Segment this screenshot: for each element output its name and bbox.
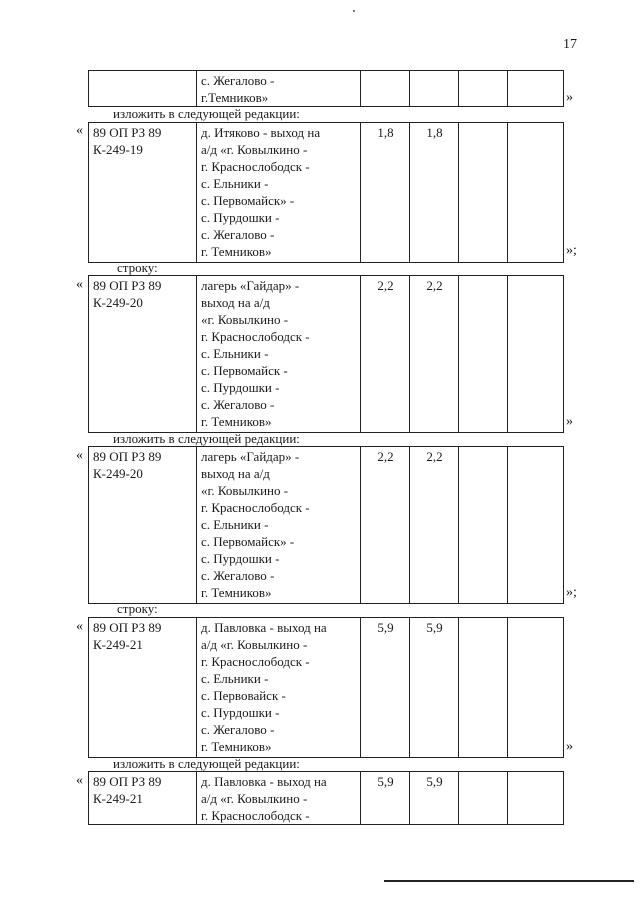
closing-quote: » (566, 414, 573, 429)
footer-rule (384, 880, 634, 882)
caption-row: строку: (117, 260, 158, 275)
road-code-line: 89 ОП РЗ 89 (93, 125, 162, 140)
road-code-line: 89 ОП РЗ 89 (93, 620, 162, 635)
route-line: г. Темников» (201, 414, 272, 429)
opening-quote: « (76, 123, 83, 138)
value-cell: 5,9 (361, 618, 410, 758)
value-cell (361, 71, 410, 107)
route-line: выход на а/д (201, 466, 270, 481)
empty-cell (459, 71, 508, 107)
route-line: а/д «г. Ковылкино - (201, 142, 308, 157)
route-line: г. Краснослободск - (201, 159, 310, 174)
closing-quote: »; (566, 585, 577, 600)
empty-cell (459, 447, 508, 604)
route-line: г.Темников» (201, 90, 269, 105)
route-line: с. Жегалово - (201, 227, 275, 242)
caption-row: строку: (117, 601, 158, 616)
route-line: «г. Ковылкино - (201, 483, 289, 498)
route-line: д. Итяково - выход на (201, 125, 321, 140)
route-line: г. Краснослободск - (201, 808, 310, 823)
page-number: 17 (563, 37, 577, 52)
value-cell: 5,9 (410, 772, 459, 825)
empty-cell (459, 123, 508, 263)
road-code-line: 89 ОП РЗ 89 (93, 449, 162, 464)
empty-cell (459, 276, 508, 433)
value-cell: 2,2 (410, 276, 459, 433)
road-table-1 (88, 122, 564, 263)
caption-present: изложить в следующей редакции: (113, 431, 300, 446)
route-line: с. Ельники - (201, 346, 269, 361)
closing-quote: »; (566, 243, 577, 258)
road-table-5 (88, 771, 564, 825)
opening-quote: « (76, 773, 83, 788)
route-line: с. Первовайск - (201, 688, 286, 703)
route-line: с. Первомайск - (201, 363, 288, 378)
route-line: г. Темников» (201, 244, 272, 259)
route-line: с. Первомайск» - (201, 534, 295, 549)
caption-present: изложить в следующей редакции: (113, 106, 300, 121)
route-line: с. Ельники - (201, 517, 269, 532)
empty-cell (459, 618, 508, 758)
value-cell: 2,2 (410, 447, 459, 604)
road-code-line: К-249-20 (93, 295, 143, 310)
route-line: лагерь «Гайдар» - (201, 278, 300, 293)
empty-cell (508, 276, 564, 433)
route-line: а/д «г. Ковылкино - (201, 637, 308, 652)
table-row (89, 123, 564, 263)
empty-cell (508, 618, 564, 758)
road-code-cell (89, 772, 197, 825)
route-line: лагерь «Гайдар» - (201, 449, 300, 464)
route-line: г. Краснослободск - (201, 329, 310, 344)
road-code-line: 89 ОП РЗ 89 (93, 774, 162, 789)
opening-quote: « (76, 277, 83, 292)
road-table-0 (88, 70, 564, 107)
route-line: с. Пурдошки - (201, 551, 280, 566)
road-code-cell (89, 276, 197, 433)
road-code-cell (89, 447, 197, 604)
value-cell: 2,2 (361, 276, 410, 433)
route-line: выход на а/д (201, 295, 270, 310)
opening-quote: « (76, 448, 83, 463)
table-row (89, 447, 564, 604)
road-code-line: К-249-20 (93, 466, 143, 481)
scan-dot (353, 10, 355, 12)
route-line: с. Пурдошки - (201, 705, 280, 720)
road-table-4 (88, 617, 564, 758)
route-line: г. Темников» (201, 585, 272, 600)
route-line: д. Павловка - выход на (201, 620, 327, 635)
route-line: с. Жегалово - (201, 722, 275, 737)
route-line: а/д «г. Ковылкино - (201, 791, 308, 806)
route-cell (197, 71, 361, 107)
empty-cell (508, 123, 564, 263)
route-line: г. Темников» (201, 739, 272, 754)
opening-quote: « (76, 619, 83, 634)
route-line: г. Краснослободск - (201, 654, 310, 669)
road-table-2 (88, 275, 564, 433)
caption-present: изложить в следующей редакции: (113, 756, 300, 771)
route-line: «г. Ковылкино - (201, 312, 289, 327)
table-row (89, 276, 564, 433)
value-cell: 1,8 (410, 123, 459, 263)
route-line: с. Ельники - (201, 671, 269, 686)
table-row (89, 71, 564, 107)
route-cell (197, 618, 361, 758)
route-line: с. Первомайск» - (201, 193, 295, 208)
empty-cell (508, 71, 564, 107)
route-line: с. Пурдошки - (201, 380, 280, 395)
closing-quote: » (566, 739, 573, 754)
road-code-cell (89, 618, 197, 758)
closing-quote: » (566, 90, 573, 105)
value-cell: 5,9 (361, 772, 410, 825)
value-cell: 5,9 (410, 618, 459, 758)
road-code-line: К-249-21 (93, 791, 143, 806)
value-cell (410, 71, 459, 107)
table-row (89, 772, 564, 825)
route-line: с. Пурдошки - (201, 210, 280, 225)
road-code-cell (89, 71, 197, 107)
route-line: с. Жегалово - (201, 397, 275, 412)
road-code-line: 89 ОП РЗ 89 (93, 278, 162, 293)
empty-cell (508, 772, 564, 825)
route-line: с. Ельники - (201, 176, 269, 191)
route-line: д. Павловка - выход на (201, 774, 327, 789)
route-line: с. Жегалово - (201, 568, 275, 583)
road-code-line: К-249-19 (93, 142, 143, 157)
empty-cell (508, 447, 564, 604)
road-table-3 (88, 446, 564, 604)
route-cell (197, 772, 361, 825)
table-row (89, 618, 564, 758)
road-code-line: К-249-21 (93, 637, 143, 652)
route-cell (197, 447, 361, 604)
route-cell (197, 276, 361, 433)
route-cell (197, 123, 361, 263)
empty-cell (459, 772, 508, 825)
value-cell: 2,2 (361, 447, 410, 604)
route-line: г. Краснослободск - (201, 500, 310, 515)
road-code-cell (89, 123, 197, 263)
value-cell: 1,8 (361, 123, 410, 263)
route-line: с. Жегалово - (201, 73, 275, 88)
